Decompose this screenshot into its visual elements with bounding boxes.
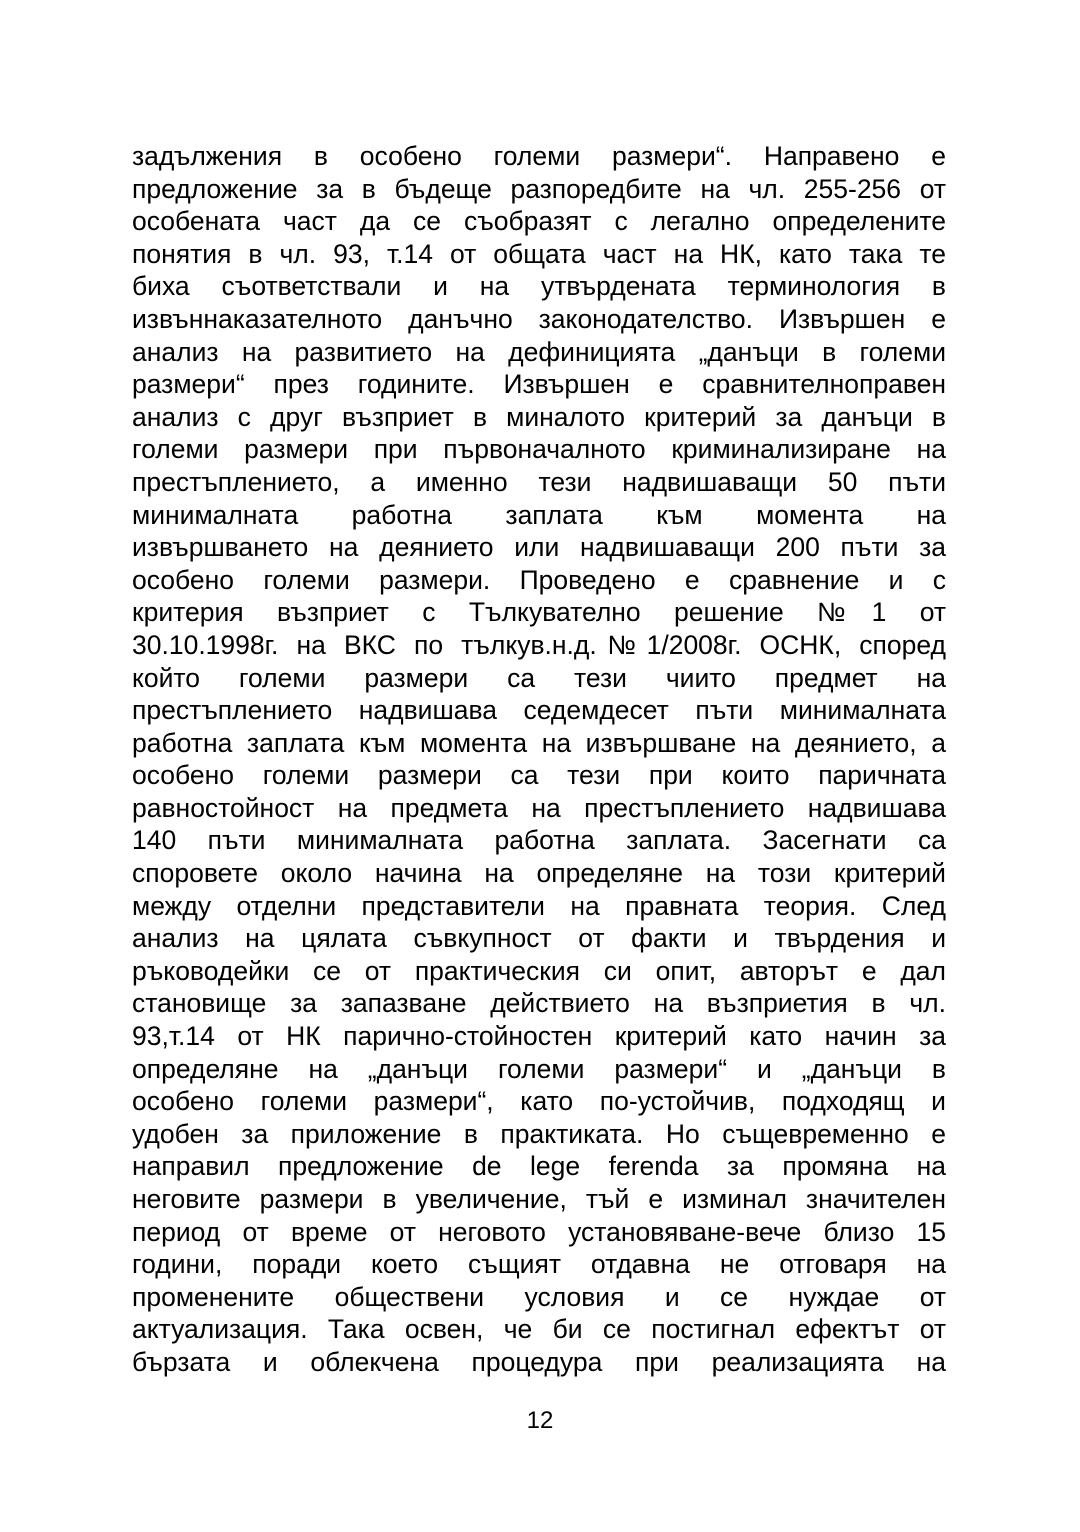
text-line: променените обществени условия и се нуждае от	[132, 1281, 946, 1312]
text-line: предложение за в бъдеще разпоредбите на чл. 255-256 от	[132, 173, 946, 204]
text-line: равностойност на предмета на престъплението надвишава	[132, 792, 946, 823]
text-line: 30.10.1998г. на ВКС по тълкув.н.д.№1/2008г. ОСНК, според	[132, 629, 946, 660]
text-line: споровете около начина на определяне на този критерий	[132, 858, 946, 889]
text-line: ръководейки се от практическия си опит, авторът е дал	[132, 955, 946, 986]
text-line: особено големи размери“, като по-устойчив, подходящ и	[132, 1086, 946, 1117]
text-line: анализ на цялата съвкупност от факти и твърдения и	[132, 923, 946, 954]
text-line: престъплението надвишава седемдесет пъти минималната	[132, 695, 946, 726]
text-line: критерия възприет с Тълкувателно решение №1 от	[132, 597, 946, 628]
text-line: особено големи размери. Проведено е сравнение и с	[132, 564, 946, 595]
text-line: размери“ през годините. Извършен е сравнителноправен	[132, 369, 946, 400]
text-line: особената част да се съобразят с легално определените	[132, 206, 946, 237]
text-line: минималната работна заплата към момента на	[132, 499, 946, 530]
text-line: който големи размери са тези чиито предмет на	[132, 662, 946, 693]
text-line: неговите размери в увеличение, тъй е изминал значителен	[132, 1184, 946, 1214]
text-line: биха съответствали и на утвърдената терминология в	[132, 271, 946, 302]
page-number: 12	[526, 1407, 554, 1434]
text-line: извършването на деянието или надвишаващи 200 пъти за	[132, 532, 946, 563]
text-line: особено големи размери са тези при които паричната	[132, 760, 946, 791]
text-line: направил предложение de lege ferenda за промяна на	[132, 1151, 946, 1182]
text-line: престъплението, а именно тези надвишаващи 50 пъти	[132, 466, 946, 497]
text-line: извъннаказателното данъчно законодателство. Извършен е	[132, 303, 946, 334]
text-line: анализ с друг възприет в миналото критерий за данъци в	[132, 401, 946, 432]
text-line: анализ на развитието на дефиницията „данъци в големи	[132, 336, 946, 367]
text-line: задължения в особено големи размери“. Направено е	[132, 141, 946, 171]
text-line: понятия в чл. 93, т.14 от общата част на НК, като така те	[132, 238, 946, 269]
text-line: определяне на „данъци големи размери“ и „данъци в	[132, 1053, 946, 1084]
text-line: 93,т.14 от НК парично-стойностен критерий като начин за	[132, 1021, 946, 1052]
text-line: удобен за приложение в практиката. Но същевременно е	[132, 1118, 946, 1149]
text-line: години, поради което същият отдавна не отговаря на	[132, 1249, 946, 1280]
text-line: 140 пъти минималната работна заплата. Засегнати са	[132, 825, 946, 856]
text-line: бързата и облекчена процедура при реализацията на	[132, 1346, 946, 1377]
text-line: между отделни представители на правната теория. След	[132, 890, 946, 921]
text-line: големи размери при първоначалното криминализиране на	[132, 434, 946, 465]
text-line: работна заплата към момента на извършване на деянието, а	[132, 727, 946, 758]
text-line: актуализация. Така освен, че би се постигнал ефектът от	[132, 1314, 946, 1345]
text-line: период от време от неговото установяване-вече близо 15	[132, 1216, 946, 1247]
body-paragraph	[132, 140, 946, 1379]
text-line: становище за запазване действието на възприетия в чл.	[132, 988, 946, 1019]
